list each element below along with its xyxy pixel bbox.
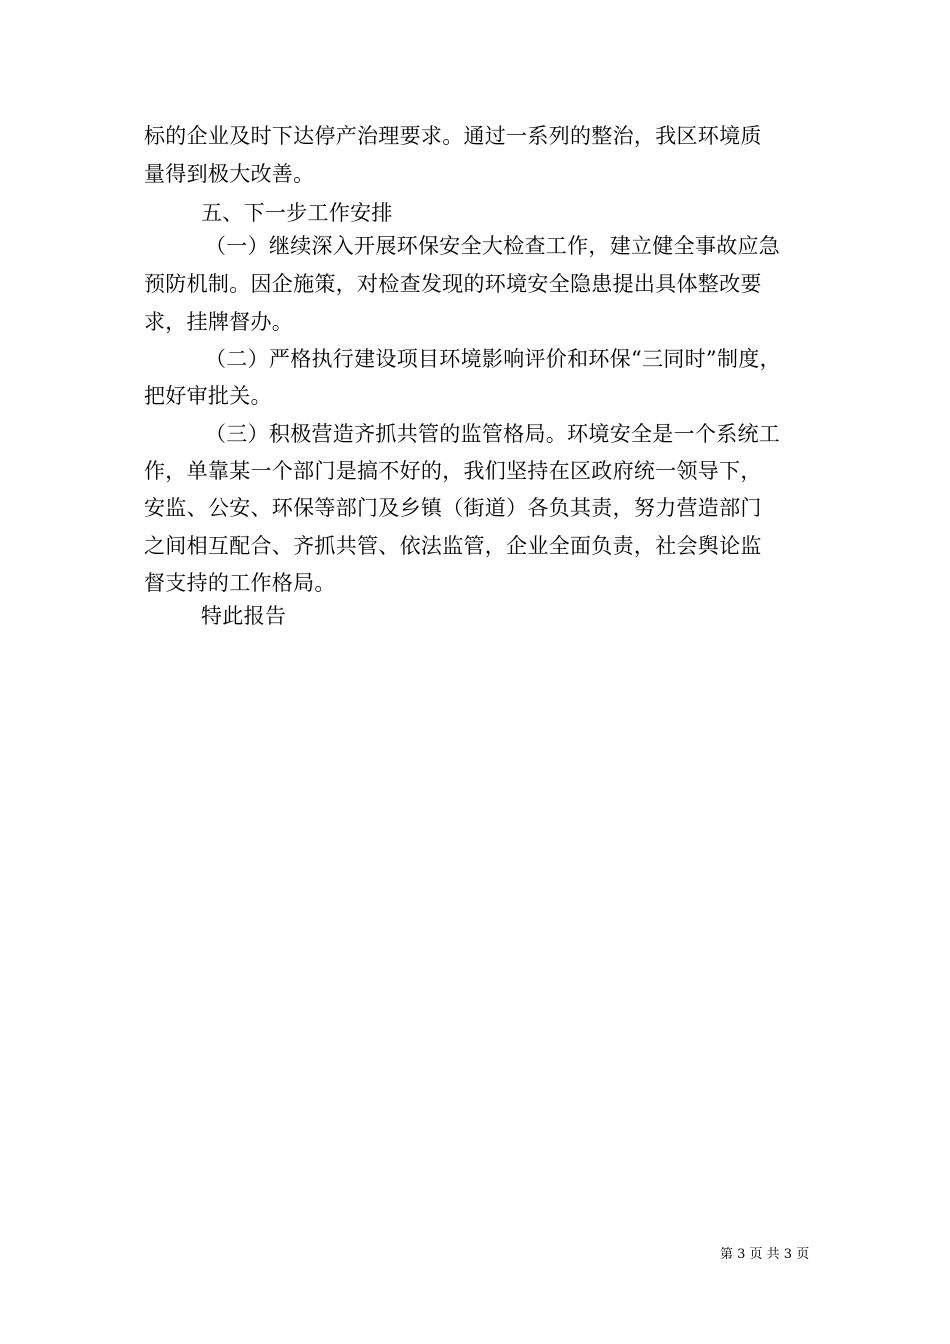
paragraph-line: （一）继续深入开展环保安全大检查工作，建立健全事故应急 [205,234,781,258]
paragraph-line: 求，挂牌督办。 [144,310,294,334]
paragraph-line: 作，单靠某一个部门是搞不好的，我们坚持在区政府统一领导下， [144,459,762,483]
page-number-footer: 第 3 页 共 3 页 [720,1247,810,1262]
paragraph-line: （三）积极营造齐抓共管的监管格局。环境安全是一个系统工 [205,422,781,446]
paragraph-line: 标的企业及时下达停产治理要求。通过一系列的整治，我区环境质 [144,124,762,148]
closing-line: 特此报告 [201,604,287,628]
paragraph-line: （二）严格执行建设项目环境影响评价和环保“三同时”制度， [205,347,781,371]
paragraph-line: 预防机制。因企施策，对检查发现的环境安全隐患提出具体整改要 [144,272,762,296]
paragraph-line: 之间相互配合、齐抓共管、依法监管，企业全面负责，社会舆论监 [144,534,762,558]
paragraph-line: 把好审批关。 [144,384,272,408]
paragraph-line: 安监、公安、环保等部门及乡镇（街道）各负其责，努力营造部门 [144,496,762,520]
paragraph-line: 督支持的工作格局。 [144,571,336,595]
section-heading: 五、下一步工作安排 [201,201,393,225]
paragraph-line: 量得到极大改善。 [144,162,315,186]
